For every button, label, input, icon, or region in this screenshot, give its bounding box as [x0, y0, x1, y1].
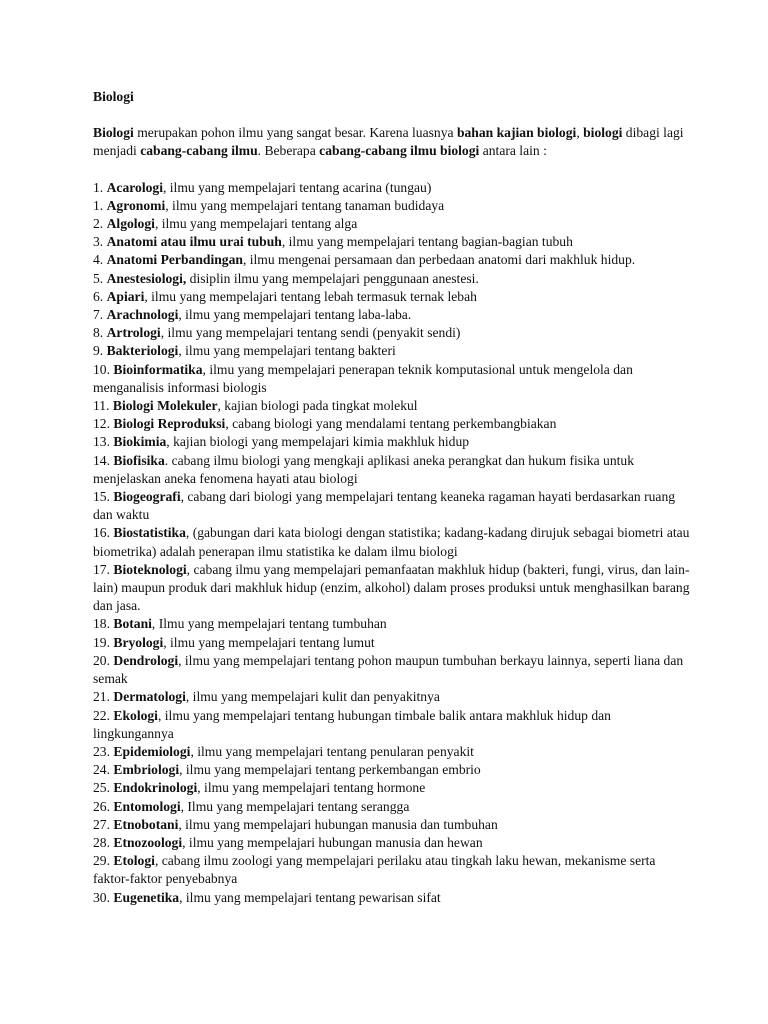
item-description: , ilmu yang mempelajari tentang lebah termasuk ternak lebah: [144, 288, 477, 304]
item-description: , ilmu yang mempelajari penerapan teknik komputasional untuk mengelola dan menganalisis informasi biologis: [93, 361, 633, 395]
item-number: 26.: [93, 798, 114, 814]
item-description: , ilmu yang mempelajari kulit dan penyakitnya: [185, 689, 440, 705]
item-number: 30.: [93, 889, 114, 905]
item-description: , (gabungan dari kata biologi dengan statistika; kadang-kadang dirujuk sebagai biometri atau biometrika) adalah penerapan ilmu statistika ke dalam ilmu biologi: [93, 525, 690, 559]
item-term: Artrologi: [106, 325, 161, 341]
item-term: Bakteriologi: [106, 343, 179, 359]
list-item: [93, 179, 693, 197]
item-term: Biogeografi: [113, 489, 181, 505]
list-item: [93, 524, 693, 560]
item-term: Anestesiologi,: [106, 270, 187, 286]
intro-run: dibagi lagi menjadi: [93, 125, 684, 159]
list-item: [93, 707, 693, 743]
item-term: Botani: [113, 616, 152, 632]
item-description: , ilmu yang mempelajari tentang bagian-bagian tubuh: [281, 234, 573, 250]
intro-run: merupakan pohon ilmu yang sangat besar. Karena luasnya: [133, 125, 457, 141]
item-number: 25.: [93, 780, 114, 796]
item-term: Biokimia: [113, 434, 167, 450]
list-item: [93, 415, 693, 433]
list-item: [93, 452, 693, 488]
item-description: , ilmu yang mempelajari tentang hormone: [197, 780, 426, 796]
item-description: , cabang biologi yang mendalami tentang perkembangbiakan: [225, 416, 557, 432]
item-number: 2.: [93, 216, 107, 232]
item-description: , ilmu yang mempelajari tentang perkembangan embrio: [179, 762, 481, 778]
item-description: , ilmu yang mempelajari hubungan manusia dan hewan: [182, 834, 483, 850]
item-term: Anatomi Perbandingan: [106, 252, 243, 268]
item-term: Dendrologi: [113, 652, 179, 668]
document-content: [93, 88, 693, 907]
item-description: , ilmu mengenai persamaan dan perbedaan anatomi dari makhluk hidup.: [242, 252, 636, 268]
document-title: Biologi: [93, 89, 134, 104]
item-number: 1.: [93, 197, 107, 213]
item-term: Eugenetika: [113, 889, 180, 905]
item-description: disiplin ilmu yang mempelajari penggunaan anestesi.: [186, 270, 479, 286]
item-term: Dermatologi: [113, 689, 186, 705]
item-term: Bioteknologi: [113, 561, 187, 577]
intro-run: antara lain :: [479, 143, 547, 159]
intro-run: cabang-cabang ilmu biologi: [319, 143, 480, 159]
item-term: Biologi Molekuler: [112, 398, 218, 414]
item-number: 12.: [93, 416, 114, 432]
list-item: [93, 652, 693, 688]
item-number: 16.: [93, 525, 114, 541]
list-item: [93, 634, 693, 652]
item-number: 3.: [93, 234, 107, 250]
item-number: 27.: [93, 816, 114, 832]
item-number: 7.: [93, 307, 107, 323]
intro-paragraph: [93, 124, 693, 160]
item-description: , Ilmu yang mempelajari tentang tumbuhan: [151, 616, 387, 632]
item-term: Biofisika: [113, 452, 165, 468]
item-term: Acarologi: [106, 179, 163, 195]
intro-run: bahan kajian biologi: [456, 125, 577, 141]
list-item: [93, 834, 693, 852]
item-number: 19.: [93, 634, 114, 650]
item-number: 1.: [93, 179, 107, 195]
list-item: [93, 779, 693, 797]
item-term: Biostatistika: [113, 525, 186, 541]
item-number: 23.: [93, 743, 114, 759]
list-item: [93, 306, 693, 324]
item-number: 28.: [93, 834, 114, 850]
list-item: [93, 743, 693, 761]
item-number: 22.: [93, 707, 114, 723]
item-term: Agronomi: [106, 197, 166, 213]
item-term: Biologi Reproduksi: [113, 416, 226, 432]
item-number: 6.: [93, 288, 107, 304]
item-term: Etnozoologi: [113, 834, 183, 850]
item-number: 9.: [93, 343, 107, 359]
intro-run: cabang-cabang ilmu: [140, 143, 258, 159]
item-description: , ilmu yang mempelajari tentang penularan penyakit: [190, 743, 474, 759]
item-term: Entomologi: [113, 798, 181, 814]
list-item: [93, 397, 693, 415]
list-item: [93, 615, 693, 633]
list-item: [93, 798, 693, 816]
item-term: Arachnologi: [106, 307, 179, 323]
item-description: , ilmu yang mempelajari tentang pohon maupun tumbuhan berkayu lainnya, seperti liana dan semak: [93, 652, 684, 687]
item-term: Endokrinologi: [113, 780, 198, 796]
list-item: [93, 561, 693, 616]
list-item: [93, 852, 693, 888]
item-number: 8.: [93, 325, 107, 341]
item-number: 13.: [93, 434, 114, 450]
item-number: 24.: [93, 762, 114, 778]
list-item: [93, 433, 693, 451]
list-item: [93, 233, 693, 251]
item-number: 11.: [93, 398, 113, 414]
item-description: , cabang ilmu yang mempelajari pemanfaatan makhluk hidup (bakteri, fungi, virus, dan lain-lain) maupun produk dari makhluk hidup (enzim, alkohol) dalam proses produksi untuk menghasilkan barang dan jasa.: [93, 561, 690, 614]
intro-run: biologi: [583, 125, 623, 141]
item-number: 20.: [93, 652, 114, 668]
item-number: 10.: [93, 361, 114, 377]
item-description: , ilmu yang mempelajari tentang laba-laba.: [178, 307, 412, 323]
list-item: [93, 688, 693, 706]
item-description: , ilmu yang mempelajari tentang bakteri: [178, 343, 396, 359]
list-item: [93, 816, 693, 834]
item-term: Ekologi: [113, 707, 158, 723]
item-description: , ilmu yang mempelajari tentang alga: [154, 216, 358, 232]
item-description: , ilmu yang mempelajari tentang sendi (penyakit sendi): [160, 325, 461, 341]
item-description: , ilmu yang mempelajari tentang acarina (tungau): [162, 179, 432, 195]
item-description: , kajian biologi pada tingkat molekul: [217, 398, 418, 414]
intro-run: Biologi: [93, 125, 134, 141]
list-item: [93, 361, 693, 397]
item-number: 17.: [93, 561, 114, 577]
item-description: , cabang ilmu zoologi yang mempelajari perilaku atau tingkah laku hewan, mekanisme serta faktor-faktor penyebabnya: [93, 853, 656, 887]
branch-list: [93, 179, 693, 907]
list-item: [93, 342, 693, 360]
list-item: [93, 324, 693, 342]
item-number: 29.: [93, 853, 114, 869]
list-item: [93, 488, 693, 524]
item-description: , ilmu yang mempelajari tentang pewarisan sifat: [179, 889, 441, 905]
item-description: , ilmu yang mempelajari tentang hubungan timbale balik antara makhluk hidup dan lingkungannya: [93, 707, 611, 741]
item-term: Etologi: [113, 853, 155, 869]
item-description: , cabang dari biologi yang mempelajari tentang keaneka ragaman hayati berdasarkan ruang dan waktu: [93, 489, 676, 523]
item-term: Bioinformatika: [113, 361, 203, 377]
item-number: 14.: [93, 452, 114, 468]
item-description: , ilmu yang mempelajari tentang lumut: [163, 634, 375, 650]
item-term: Algologi: [106, 216, 155, 232]
item-description: , ilmu yang mempelajari hubungan manusia dan tumbuhan: [178, 816, 498, 832]
item-description: , ilmu yang mempelajari tentang tanaman budidaya: [165, 197, 445, 213]
item-term: Etnobotani: [113, 816, 179, 832]
item-term: Anatomi atau ilmu urai tubuh: [106, 234, 282, 250]
list-item: [93, 270, 693, 288]
item-term: Apiari: [106, 288, 145, 304]
item-term: Epidemiologi: [113, 743, 191, 759]
intro-run: ,: [576, 125, 584, 141]
item-description: , Ilmu yang mempelajari tentang serangga: [180, 798, 410, 814]
item-number: 18.: [93, 616, 114, 632]
item-number: 4.: [93, 252, 107, 268]
intro-run: . Beberapa: [257, 143, 320, 159]
list-item: [93, 215, 693, 233]
list-item: [93, 197, 693, 215]
item-number: 21.: [93, 689, 114, 705]
list-item: [93, 251, 693, 269]
list-item: [93, 761, 693, 779]
item-number: 15.: [93, 489, 114, 505]
item-number: 5.: [93, 270, 107, 286]
item-description: , kajian biologi yang mempelajari kimia makhluk hidup: [166, 434, 470, 450]
list-item: [93, 889, 693, 907]
list-item: [93, 288, 693, 306]
item-description: . cabang ilmu biologi yang mengkaji aplikasi aneka perangkat dan hukum fisika untuk menjelaskan aneka fenomena hayati atau biologi: [93, 452, 635, 486]
item-term: Embriologi: [113, 762, 180, 778]
item-term: Bryologi: [113, 634, 164, 650]
